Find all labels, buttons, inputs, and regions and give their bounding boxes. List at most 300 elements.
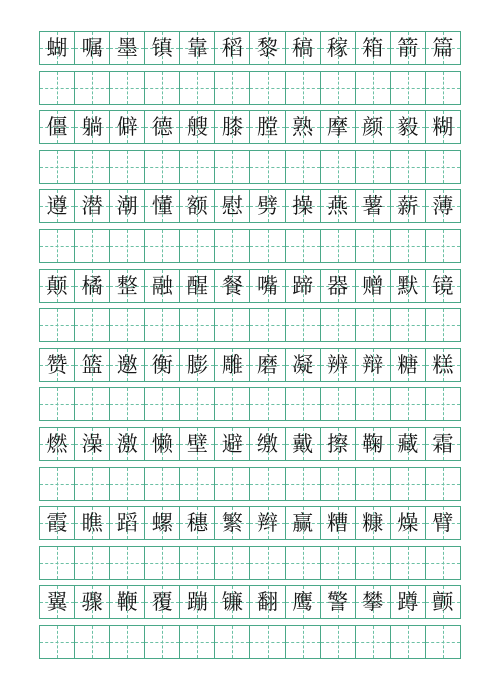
chinese-character: 鞭 <box>116 589 138 614</box>
character-cell <box>74 190 109 222</box>
practice-cell <box>425 547 461 579</box>
chinese-character: 镜 <box>432 273 454 298</box>
chinese-character: 翻 <box>257 589 278 614</box>
practice-cell <box>109 72 144 104</box>
chinese-character: 繁 <box>221 510 243 535</box>
character-cell <box>214 586 249 618</box>
character-cell <box>320 270 355 302</box>
chinese-character: 颤 <box>432 589 454 614</box>
chinese-character: 稻 <box>221 35 243 60</box>
practice-cell <box>109 151 144 183</box>
practice-cell <box>355 547 390 579</box>
chinese-character: 瞧 <box>81 510 103 535</box>
chinese-character: 糟 <box>327 510 349 535</box>
character-cell <box>39 270 74 302</box>
chinese-character: 整 <box>116 273 138 298</box>
practice-cell <box>39 388 74 420</box>
chinese-character: 薄 <box>432 193 454 218</box>
practice-cell <box>285 72 320 104</box>
character-cell <box>39 428 74 460</box>
chinese-character: 辫 <box>257 510 278 535</box>
chinese-character: 糠 <box>362 510 384 535</box>
chinese-character: 鞠 <box>362 431 384 456</box>
chinese-character: 擦 <box>327 431 349 456</box>
character-cell <box>109 270 144 302</box>
character-cell <box>179 586 214 618</box>
character-cell <box>144 190 179 222</box>
chinese-character: 臂 <box>432 510 454 535</box>
chinese-character: 缴 <box>257 431 278 456</box>
chinese-character: 躺 <box>81 114 103 139</box>
character-cell <box>320 111 355 143</box>
practice-cell <box>74 468 109 500</box>
character-cell <box>425 586 461 618</box>
chinese-character: 膝 <box>221 114 243 139</box>
chinese-character: 糊 <box>432 114 454 139</box>
character-cell <box>285 32 320 64</box>
character-cell <box>74 270 109 302</box>
practice-cell <box>109 388 144 420</box>
character-cell <box>355 32 390 64</box>
character-cell <box>390 349 425 381</box>
chinese-character: 蹦 <box>186 589 208 614</box>
character-cell <box>355 190 390 222</box>
practice-cell <box>214 230 249 262</box>
blank-practice-row <box>39 546 461 580</box>
chinese-character: 辩 <box>362 352 384 377</box>
character-cell <box>249 349 284 381</box>
character-row <box>39 110 461 144</box>
character-cell <box>355 507 390 539</box>
character-cell <box>355 349 390 381</box>
blank-practice-row <box>39 229 461 263</box>
character-cell <box>74 586 109 618</box>
chinese-character: 膨 <box>186 352 208 377</box>
chinese-character: 蹲 <box>397 589 419 614</box>
practice-cell <box>109 468 144 500</box>
practice-cell <box>320 72 355 104</box>
practice-cell <box>179 230 214 262</box>
character-cell <box>285 190 320 222</box>
practice-cell <box>214 151 249 183</box>
character-cell <box>144 428 179 460</box>
chinese-character: 覆 <box>151 589 173 614</box>
practice-cell <box>214 72 249 104</box>
character-cell <box>39 586 74 618</box>
character-cell <box>214 507 249 539</box>
blank-practice-row <box>39 308 461 342</box>
chinese-character: 毅 <box>397 114 419 139</box>
character-cell <box>320 586 355 618</box>
practice-cell <box>285 626 320 658</box>
practice-cell <box>144 230 179 262</box>
blank-practice-row <box>39 150 461 184</box>
practice-cell <box>390 547 425 579</box>
blank-practice-row <box>39 71 461 105</box>
character-cell <box>285 428 320 460</box>
practice-cell <box>109 230 144 262</box>
practice-cell <box>179 468 214 500</box>
practice-cell <box>249 468 284 500</box>
character-cell <box>390 586 425 618</box>
character-cell <box>39 190 74 222</box>
character-cell <box>39 507 74 539</box>
practice-cell <box>39 626 74 658</box>
blank-practice-row <box>39 387 461 421</box>
chinese-character: 艘 <box>186 114 208 139</box>
character-cell <box>355 270 390 302</box>
chinese-character: 赞 <box>46 352 68 377</box>
chinese-character: 燥 <box>397 510 419 535</box>
practice-cell <box>39 151 74 183</box>
chinese-character: 镇 <box>151 35 173 60</box>
practice-cell <box>249 388 284 420</box>
character-cell <box>39 349 74 381</box>
practice-cell <box>355 72 390 104</box>
chinese-character: 默 <box>397 273 419 298</box>
chinese-character: 霞 <box>46 510 68 535</box>
practice-cell <box>144 468 179 500</box>
chinese-character: 潜 <box>81 193 103 218</box>
chinese-character: 糕 <box>432 352 454 377</box>
chinese-character: 攀 <box>362 589 384 614</box>
practice-cell <box>179 309 214 341</box>
chinese-character: 靠 <box>186 35 208 60</box>
character-cell <box>144 32 179 64</box>
character-cell <box>179 349 214 381</box>
practice-cell <box>249 309 284 341</box>
character-cell <box>179 32 214 64</box>
practice-cell <box>285 388 320 420</box>
character-cell <box>109 111 144 143</box>
chinese-character: 避 <box>221 431 243 456</box>
chinese-character: 篇 <box>432 35 454 60</box>
chinese-character: 稼 <box>327 35 349 60</box>
chinese-character: 熟 <box>292 114 314 139</box>
chinese-character: 戴 <box>292 431 314 456</box>
character-cell <box>355 111 390 143</box>
chinese-character: 磨 <box>257 352 278 377</box>
practice-cell <box>425 388 461 420</box>
character-cell <box>249 32 284 64</box>
character-cell <box>179 270 214 302</box>
character-cell <box>425 190 461 222</box>
practice-cell <box>179 72 214 104</box>
character-cell <box>109 507 144 539</box>
character-row <box>39 269 461 303</box>
chinese-character: 篮 <box>81 352 103 377</box>
practice-cell <box>179 626 214 658</box>
practice-cell <box>214 388 249 420</box>
character-cell <box>144 111 179 143</box>
practice-cell <box>425 309 461 341</box>
character-cell <box>74 32 109 64</box>
chinese-character: 懒 <box>151 431 173 456</box>
chinese-character: 镰 <box>221 589 243 614</box>
practice-cell <box>355 230 390 262</box>
character-row <box>39 506 461 540</box>
chinese-character: 翼 <box>46 589 68 614</box>
character-cell <box>390 111 425 143</box>
practice-cell <box>109 547 144 579</box>
blank-practice-row <box>39 467 461 501</box>
practice-cell <box>179 388 214 420</box>
character-cell <box>214 190 249 222</box>
practice-cell <box>109 626 144 658</box>
character-cell <box>285 507 320 539</box>
practice-cell <box>249 230 284 262</box>
practice-cell <box>144 72 179 104</box>
character-cell <box>355 586 390 618</box>
chinese-character: 藏 <box>397 431 419 456</box>
practice-cell <box>39 230 74 262</box>
character-cell <box>425 349 461 381</box>
practice-cell <box>285 151 320 183</box>
character-cell <box>285 349 320 381</box>
practice-cell <box>74 72 109 104</box>
character-cell <box>179 111 214 143</box>
chinese-character: 衡 <box>151 352 173 377</box>
practice-cell <box>179 547 214 579</box>
character-cell <box>179 507 214 539</box>
chinese-character: 螺 <box>151 510 173 535</box>
practice-cell <box>355 626 390 658</box>
character-cell <box>249 428 284 460</box>
chinese-character: 糖 <box>397 352 419 377</box>
character-cell <box>249 586 284 618</box>
chinese-character: 凝 <box>292 352 314 377</box>
character-cell <box>390 270 425 302</box>
chinese-character: 潮 <box>116 193 138 218</box>
practice-cell <box>74 626 109 658</box>
practice-cell <box>390 388 425 420</box>
character-cell <box>179 190 214 222</box>
character-cell <box>425 32 461 64</box>
chinese-character: 膛 <box>257 114 278 139</box>
practice-cell <box>320 626 355 658</box>
practice-cell <box>249 547 284 579</box>
chinese-character: 醒 <box>186 273 208 298</box>
character-cell <box>249 190 284 222</box>
practice-cell <box>320 547 355 579</box>
character-cell <box>144 507 179 539</box>
practice-cell <box>74 151 109 183</box>
character-cell <box>355 428 390 460</box>
character-cell <box>74 507 109 539</box>
chinese-character: 燃 <box>46 431 68 456</box>
practice-cell <box>144 151 179 183</box>
chinese-character: 蝴 <box>46 35 68 60</box>
character-cell <box>214 111 249 143</box>
practice-cell <box>74 230 109 262</box>
chinese-character: 僵 <box>46 114 68 139</box>
character-cell <box>390 32 425 64</box>
chinese-character: 操 <box>292 193 314 218</box>
character-cell <box>425 111 461 143</box>
chinese-character: 邀 <box>116 352 138 377</box>
practice-cell <box>74 547 109 579</box>
practice-cell <box>214 626 249 658</box>
practice-cell <box>39 468 74 500</box>
practice-cell <box>39 547 74 579</box>
character-cell <box>320 507 355 539</box>
character-cell <box>109 586 144 618</box>
chinese-character: 慰 <box>221 193 243 218</box>
practice-cell <box>320 230 355 262</box>
chinese-character: 劈 <box>257 193 278 218</box>
character-cell <box>214 349 249 381</box>
chinese-character: 摩 <box>327 114 349 139</box>
character-cell <box>390 428 425 460</box>
character-cell <box>214 32 249 64</box>
character-cell <box>285 111 320 143</box>
chinese-character: 稿 <box>292 35 314 60</box>
character-cell <box>109 190 144 222</box>
chinese-character: 薯 <box>362 193 384 218</box>
practice-cell <box>214 309 249 341</box>
practice-cell <box>179 151 214 183</box>
character-cell <box>39 32 74 64</box>
practice-cell <box>320 468 355 500</box>
chinese-character: 嘴 <box>257 273 278 298</box>
practice-cell <box>320 309 355 341</box>
character-cell <box>320 32 355 64</box>
practice-cell <box>249 151 284 183</box>
chinese-character: 僻 <box>116 114 138 139</box>
practice-cell <box>320 151 355 183</box>
character-cell <box>285 586 320 618</box>
character-cell <box>249 111 284 143</box>
character-cell <box>109 428 144 460</box>
chinese-character: 黎 <box>257 35 278 60</box>
character-cell <box>249 270 284 302</box>
practice-cell <box>249 72 284 104</box>
chinese-character: 餐 <box>221 273 243 298</box>
practice-cell <box>285 547 320 579</box>
practice-cell <box>390 468 425 500</box>
character-cell <box>39 111 74 143</box>
practice-cell <box>285 468 320 500</box>
character-row <box>39 348 461 382</box>
practice-cell <box>355 388 390 420</box>
practice-cell <box>39 309 74 341</box>
chinese-character: 蹄 <box>292 273 314 298</box>
chinese-character: 颜 <box>362 114 384 139</box>
chinese-character: 薪 <box>397 193 419 218</box>
practice-cell <box>144 547 179 579</box>
chinese-character: 警 <box>327 589 349 614</box>
character-cell <box>425 507 461 539</box>
chinese-character: 遵 <box>46 193 68 218</box>
practice-cell <box>285 230 320 262</box>
practice-cell <box>425 72 461 104</box>
blank-practice-row <box>39 625 461 659</box>
chinese-character: 融 <box>151 273 173 298</box>
chinese-character: 嘱 <box>81 35 103 60</box>
practice-cell <box>390 72 425 104</box>
character-cell <box>320 428 355 460</box>
chinese-character: 蹈 <box>116 510 138 535</box>
character-cell <box>390 190 425 222</box>
practice-cell <box>144 309 179 341</box>
chinese-character: 墨 <box>116 35 138 60</box>
character-cell <box>144 349 179 381</box>
chinese-character: 赠 <box>362 273 384 298</box>
chinese-character: 骤 <box>81 589 103 614</box>
character-cell <box>285 270 320 302</box>
practice-cell <box>425 468 461 500</box>
chinese-character: 颠 <box>46 273 68 298</box>
character-row <box>39 189 461 223</box>
practice-cell <box>390 626 425 658</box>
character-cell <box>214 270 249 302</box>
practice-cell <box>249 626 284 658</box>
practice-cell <box>355 309 390 341</box>
chinese-character: 箭 <box>397 35 419 60</box>
character-cell <box>425 428 461 460</box>
character-cell <box>425 270 461 302</box>
practice-cell <box>144 626 179 658</box>
character-cell <box>144 270 179 302</box>
character-row <box>39 585 461 619</box>
practice-cell <box>390 151 425 183</box>
chinese-character: 穗 <box>186 510 208 535</box>
practice-cell <box>74 309 109 341</box>
practice-cell <box>390 309 425 341</box>
character-cell <box>74 428 109 460</box>
chinese-character: 燕 <box>327 193 349 218</box>
chinese-character: 懂 <box>151 193 173 218</box>
chinese-character: 雕 <box>221 352 243 377</box>
chinese-character: 箱 <box>362 35 384 60</box>
practice-cell <box>285 309 320 341</box>
character-cell <box>320 349 355 381</box>
practice-cell <box>74 388 109 420</box>
practice-cell <box>214 468 249 500</box>
character-cell <box>109 349 144 381</box>
character-cell <box>109 32 144 64</box>
character-cell <box>74 111 109 143</box>
practice-cell <box>355 151 390 183</box>
character-cell <box>390 507 425 539</box>
practice-cell <box>425 151 461 183</box>
chinese-character: 器 <box>327 273 349 298</box>
practice-cell <box>109 309 144 341</box>
character-cell <box>320 190 355 222</box>
character-cell <box>144 586 179 618</box>
practice-cell <box>320 388 355 420</box>
chinese-character: 橘 <box>81 273 103 298</box>
chinese-character: 额 <box>186 193 208 218</box>
practice-cell <box>425 230 461 262</box>
character-cell <box>74 349 109 381</box>
chinese-character: 鹰 <box>292 589 314 614</box>
character-row <box>39 31 461 65</box>
chinese-character: 赢 <box>292 510 314 535</box>
chinese-character: 霜 <box>432 431 454 456</box>
chinese-character: 壁 <box>186 431 208 456</box>
practice-cell <box>144 388 179 420</box>
character-cell <box>214 428 249 460</box>
character-cell <box>179 428 214 460</box>
practice-cell <box>214 547 249 579</box>
chinese-character: 辨 <box>327 352 349 377</box>
practice-cell <box>390 230 425 262</box>
chinese-character: 德 <box>151 114 173 139</box>
chinese-character: 澡 <box>81 431 103 456</box>
practice-cell <box>425 626 461 658</box>
practice-cell <box>39 72 74 104</box>
